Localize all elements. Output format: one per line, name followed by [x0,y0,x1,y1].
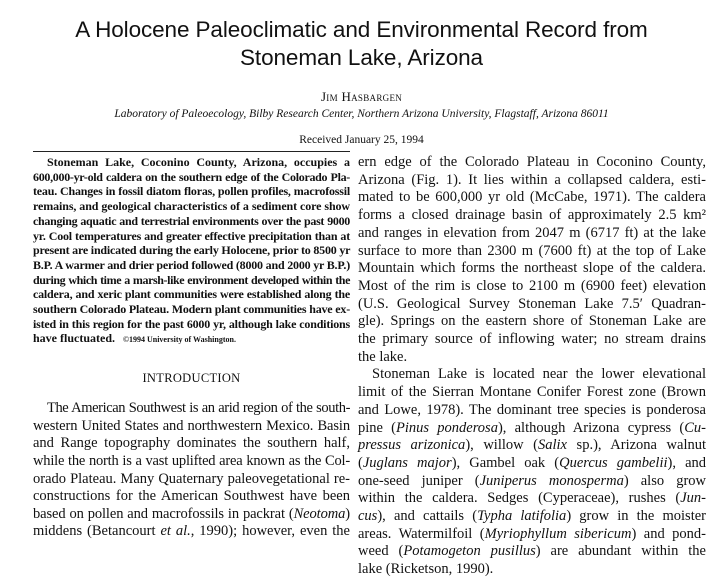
italic-term: cus [358,508,378,525]
text-segment: one-seed juniper ( [358,472,480,489]
abstract-line: teau. Changes in fossil diatom floras, pollen profiles, macrofossil [33,184,350,199]
text-line [33,453,350,471]
right-column-text [358,154,706,579]
text-line [358,384,706,402]
abstract-line: B.P. A warmer and drier period followed (8000 and 2000 yr B.P.) [33,257,350,272]
text-segment: based on pollen and macrofossils in packrat ( [33,505,294,522]
text-segment: the primary source of inflowing water; no stream drains [358,331,706,348]
text-line [33,400,350,418]
text-line [358,473,706,491]
italic-term: Potamogeton pusillus [403,543,536,560]
abstract-line: caldera, and xeric plant communities were established along the [33,287,350,302]
text-segment: lake (Ricketson, 1990). [358,561,494,578]
text-line [358,455,706,473]
section-heading-introduction: INTRODUCTION [142,371,241,386]
text-line [358,508,706,526]
text-line [358,331,706,349]
abstract-line: present are indicated during the early Holocene, prior to 8500 yr [33,243,351,258]
abstract-divider [33,151,350,152]
text-segment: western United States and northwestern Mexico. Basin [33,417,350,434]
abstract-line: remains, and geological characteristics of a sediment core show [33,199,350,214]
text-line [358,207,706,225]
abstract-line: isted in this region for the past 6000 yr, although lake conditions [33,316,350,331]
text-segment: ) and pond- [631,525,706,542]
italic-term: pressus arizonica [358,437,466,454]
text-line [358,349,706,367]
text-segment: The American Southwest is an arid region of the south- [47,400,350,417]
text-segment: weed ( [358,543,404,560]
text-line [358,154,706,172]
title-line: Stoneman Lake, Arizona [240,45,483,70]
text-segment: ), although Arizona cypress ( [497,419,685,436]
text-line [33,418,350,436]
text-segment: Most of the rim is close to 2100 m (6900 feet) elevation [358,277,706,294]
affiliation: Laboratory of Paleoecology, Bilby Research Center, Northern Arizona University, Flagstaff, Arizona 86011 [114,108,609,120]
italic-term: Juniperus monosperma [479,472,624,489]
text-segment: ern edge of the Colorado Plateau in Coconino County, [358,154,706,170]
italic-term: Neotoma [293,505,346,522]
paper-title [0,16,723,72]
italic-term: Jun- [680,490,706,507]
text-segment: surface to more than 2300 m (7600 ft) at the top of Lake [358,242,706,259]
text-segment: ) are abundant within the [535,543,706,560]
abstract-line: Stoneman Lake, Coconino County, Arizona, occupies a [47,155,350,169]
text-line [358,243,706,261]
text-line [358,543,706,561]
text-segment: middens (Betancourt [33,523,161,540]
text-line [358,420,706,438]
text-segment: sp.), Arizona walnut [567,437,707,454]
abstract-line: changing aquatic and terrestrial environments over the past 9000 [33,213,350,228]
abstract-line: during which time a marsh-like environment developed within the [33,272,350,287]
abstract-line: 600,000-yr-old caldera on the southern edge of the Colorado Pla- [33,169,350,184]
text-segment: ), Gambel oak ( [451,454,560,471]
text-line [358,490,706,508]
abstract-line: have fluctuated. ©1994 University of Washington. [33,331,236,346]
text-segment: Mountain which forms the northeast slope of the caldera. [358,260,706,277]
text-segment: Arizona (Fig. 1). It lies within a collapsed caldera, esti- [358,171,706,188]
text-segment: and Range topography dominates the southern half, [33,435,350,452]
italic-term: Salix [538,437,567,454]
italic-term: Myriophyllum sibericum [484,525,632,542]
text-segment: (U.S. Geological Survey Stoneman Lake 7.5′ Quadran- [358,295,706,312]
author-name: Jim Hasbargen [320,89,403,104]
title-line: A Holocene Paleoclimatic and Environmental Record from [75,17,648,42]
text-line [33,435,350,453]
text-segment: forms a closed drainage basin of approximately 2.5 km² [358,207,706,224]
text-segment: ), and [667,454,707,471]
text-line [358,526,706,544]
italic-term: Typha latifolia [477,508,567,525]
text-segment: areas. Watermilfoil ( [358,525,485,542]
text-line [358,189,706,207]
text-line [358,260,706,278]
italic-term: Quercus gambelii [559,454,668,471]
text-line [358,437,706,455]
text-line [358,296,706,314]
abstract-line: yr. Cool temperatures and greater effective precipitation than at [33,228,350,243]
text-segment: ), and cattails ( [377,508,478,525]
text-line [358,366,706,384]
text-segment: within the caldera. Sedges (Cyperaceae), rushes ( [358,490,681,507]
text-segment: the lake. [358,348,408,365]
introduction-text [33,400,350,541]
copyright-notice: ©1994 University of Washington. [123,335,236,345]
italic-term: Juglans major [362,454,452,471]
text-segment: ) grow in the moister [566,508,706,525]
text-line [33,506,350,524]
abstract [33,155,350,348]
abstract-line: southern Colorado Plateau. Modern plant communities have ex- [33,302,350,317]
text-line [358,561,706,579]
text-segment: limit of the Sierran Montane Conifer Forest zone (Brown [358,384,706,401]
text-line [33,488,350,506]
italic-term: Pinus ponderosa [396,419,498,436]
text-segment: orado Plateau. Many Quaternary paleovegetational re- [33,470,350,487]
text-segment: constructions for the American Southwest have been [33,488,350,505]
italic-term: Cu- [684,419,706,436]
text-segment: ( [358,454,363,471]
text-segment: pine ( [358,419,397,436]
text-line [358,225,706,243]
text-segment: and Lowe, 1978). The dominant tree species is ponderosa [358,401,706,418]
text-segment: and ranges in elevation from 2047 m (6717 ft) at the lake [358,224,706,241]
text-segment: mated to be 600,000 yr old (McCabe, 1971). The caldera [358,189,706,206]
left-column [33,155,350,541]
text-line [33,471,350,489]
text-segment: gle). Springs on the eastern shore of Stoneman Lake are [358,313,706,330]
text-segment: while the north is a vast uplifted area known as the Col- [33,452,350,469]
text-line [358,172,706,190]
received-date: Received January 25, 1994 [299,134,424,146]
text-line [358,313,706,331]
text-segment: ) [345,505,350,522]
italic-term: et al. [160,523,191,540]
text-line [358,278,706,296]
text-segment: ) also grow [623,472,706,489]
text-line [358,402,706,420]
text-segment: , 1990); however, even the [190,523,350,540]
text-segment: ), willow ( [465,437,538,454]
text-segment: Stoneman Lake is located near the lower elevational [372,366,706,383]
